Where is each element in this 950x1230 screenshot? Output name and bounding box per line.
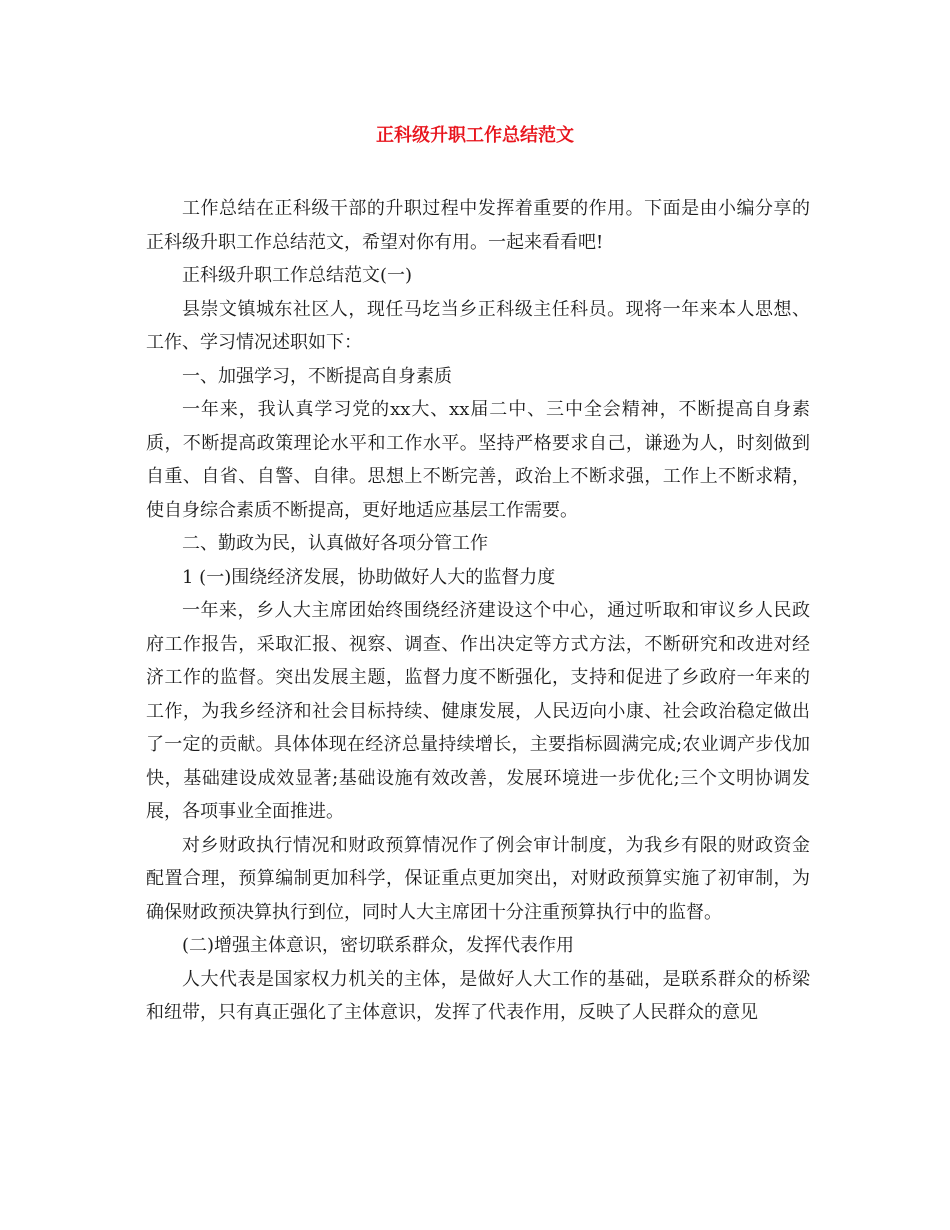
intro-paragraph: 工作总结在正科级干部的升职过程中发挥着重要的作用。下面是由小编分享的正科级升职工作总结范文，希望对你有用。一起来看看吧! bbox=[146, 198, 810, 253]
document-title: 正科级升职工作总结范文 bbox=[376, 125, 574, 146]
self-introduction-paragraph: 县崇文镇城东社区人，现任马圪当乡正科级主任科员。现将一年来本人思想、工作、学习情况述职如下： bbox=[146, 298, 810, 353]
study-paragraph: 一年来，我认真学习党的xx大、xx届二中、三中全会精神，不断提高自身素质，不断提高政策理论水平和工作水平。坚持严格要求自己，谦逊为人，时刻做到自重、自省、自警、自律。思想上不断完善，政治上不断求强，工作上不断求精，使自身综合素质不断提高，更好地适应基层工作需要。 bbox=[146, 399, 810, 521]
document-body bbox=[146, 192, 810, 1030]
economic-supervision-paragraph: 一年来，乡人大主席团始终围绕经济建设这个中心，通过听取和审议乡人民政府工作报告，采取汇报、视察、调查、作出决定等方式方法，不断研究和改进对经济工作的监督。突出发展主题，监督力度不断强化，支持和促进了乡政府一年来的工作，为我乡经济和社会目标持续、健康发展，人民迈向小康、社会政治稳定做出了一定的贡献。具体体现在经济总量持续增长，主要指标圆满完成;农业调产步伐加快，基础建设成效显著;基础设施有效改善，发展环境进一步优化;三个文明协调发展，各项事业全面推进。 bbox=[146, 600, 810, 822]
representative-paragraph: 人大代表是国家权力机关的主体，是做好人大工作的基础，是联系群众的桥梁和纽带，只有真正强化了主体意识，发挥了代表作用，反映了人民群众的意见 bbox=[146, 968, 810, 1023]
subsection-heading-2: (二)增强主体意识，密切联系群众，发挥代表作用 bbox=[182, 935, 575, 956]
finance-paragraph: 对乡财政执行情况和财政预算情况作了例会审计制度，为我乡有限的财政资金配置合理，预算编制更加科学，保证重点更加突出，对财政预算实施了初审制，为确保财政预决算执行到位，同时人大主席团十分注重预算执行中的监督。 bbox=[146, 834, 810, 923]
section-heading-1: 一、加强学习，不断提高自身素质 bbox=[182, 365, 452, 387]
subsection-heading-1: 1 (一)围绕经济发展，协助做好人大的监督力度 bbox=[182, 566, 556, 588]
subtitle-paragraph: 正科级升职工作总结范文(一) bbox=[182, 265, 413, 286]
section-heading-2: 二、勤政为民，认真做好各项分管工作 bbox=[182, 533, 488, 554]
